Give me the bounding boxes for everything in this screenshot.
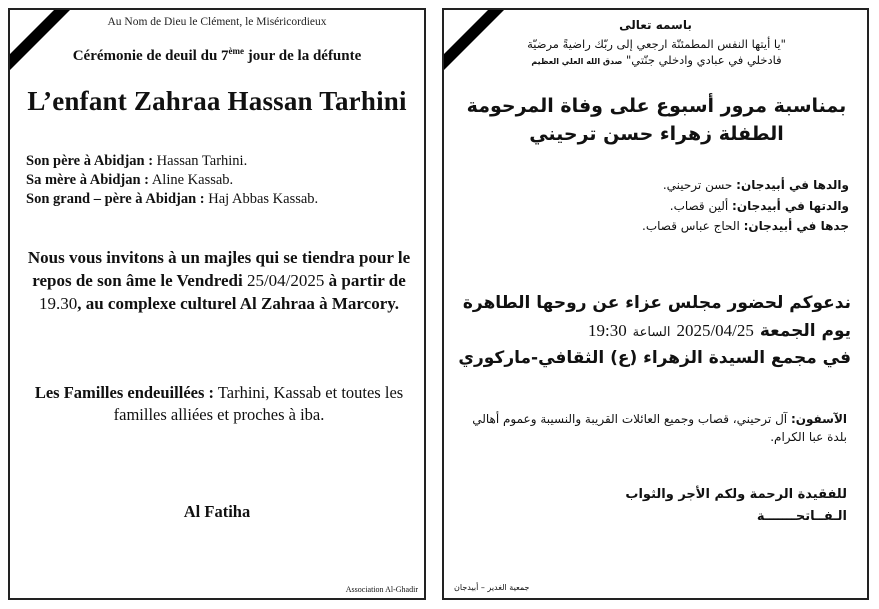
french-announcement-panel bbox=[8, 8, 426, 600]
association-credit: Association Al-Ghadir bbox=[345, 585, 418, 594]
arabic-heading: بمناسبة مرور أسبوع على وفاة المرحومة الطفلة زهراء حسن ترحيني bbox=[466, 95, 847, 145]
association-credit-arabic: جمعية الغدير – أبيدجان bbox=[454, 583, 530, 592]
family-line: والدتها في أبيدجان: ألين قصاب. bbox=[669, 198, 849, 213]
family-list bbox=[26, 152, 318, 209]
invitation-text: Nous vous invitons à un majles qui se tiendra pour le repos de son âme le Vendredi 25/04/2025 à partir de 19.30, au complexe culturel Al Zahraa à Marcory. bbox=[27, 248, 411, 313]
mourners-arabic: الآسفون: آل ترحيني، قصاب وجميع العائلات القريبة والنسيبة وعموم أهالي بلدة عبا الكرام. bbox=[472, 412, 847, 444]
arabic-announcement-panel bbox=[442, 8, 869, 600]
fatiha-closing: Al Fatiha bbox=[183, 502, 251, 521]
family-list-arabic bbox=[459, 175, 849, 237]
bismillah-french: Au Nom de Dieu le Clément, le Miséricordieux bbox=[107, 16, 327, 28]
family-line: Son grand – père à Abidjan : Haj Abbas Kassab. bbox=[26, 191, 319, 207]
family-line: جدها في أبيدجان: الحاج عباس قصاب. bbox=[642, 219, 849, 233]
bismillah-arabic: باسمه تعالى bbox=[619, 18, 692, 32]
deceased-name: L’enfant Zahraa Hassan Tarhini bbox=[27, 86, 407, 116]
family-line: Son père à Abidjan : Hassan Tarhini. bbox=[26, 153, 248, 169]
invitation-text-arabic: ندعوكم لحضور مجلس عزاء عن روحها الطاهرة يوم الجمعة 2025/04/25 الساعة 19:30 في مجمع السيدة الزهراء (ع) الثقافي-ماركوري bbox=[458, 293, 851, 368]
family-line: والدها في أبيدجان: حسن ترحيني. bbox=[662, 178, 849, 192]
ceremony-title: Cérémonie de deuil du 7ème jour de la défunte bbox=[72, 46, 362, 64]
quran-verse: "يا أيتها النفس المطمئنّة ارجعي إلى ربّك راضيةً مرضيّة فادخلي في عبادي وادخلي جنّتي" صدق الله العلي العظيم bbox=[527, 37, 786, 67]
bereaved-families: Les Familles endeuillées : Tarhini, Kassab et toutes les familles alliées et proches à iba. bbox=[34, 383, 404, 424]
family-line: Sa mère à Abidjan : Aline Kassab. bbox=[26, 172, 234, 188]
closing-arabic: للفقيدة الرحمة ولكم الأجر والثواب الـفــاتحـــــــة bbox=[625, 487, 847, 524]
